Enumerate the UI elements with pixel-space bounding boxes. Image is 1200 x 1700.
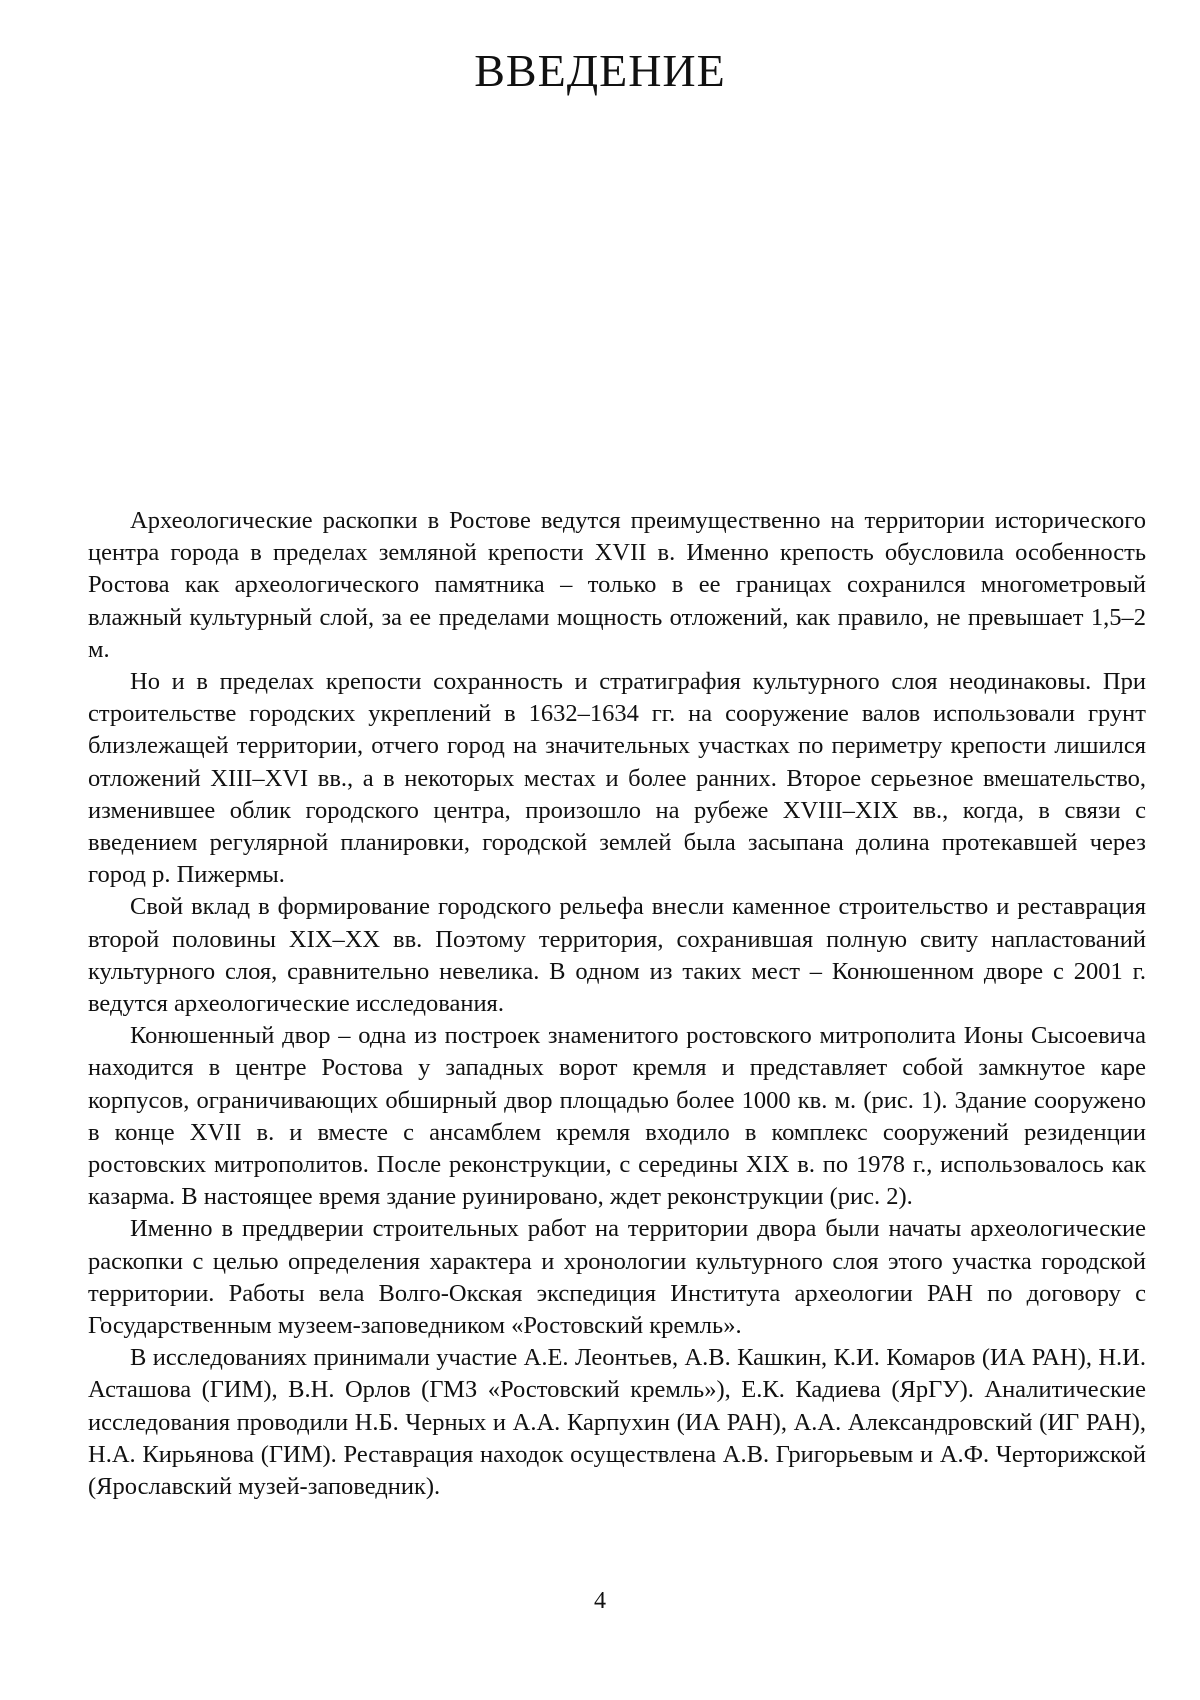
paragraph: Именно в преддверии строительных работ на территории двора были начаты археологические раскопки с целью определения характера и хронологии культурного слоя этого участка городской территории. Работы вела Волго-Окская экспедиция Института археологии РАН по договору с Государственным музеем-заповедником «Ростовский кремль». <box>88 1215 1146 1340</box>
paragraph: Археологические раскопки в Ростове ведутся преимущественно на территории исторического центра города в пределах земляной крепости XVII в. Именно крепость обусловила особенность Ростова как археологического памятника – только в ее границах сохранился многометровый влажный культурный слой, за ее пределами мощность отложений, как правило, не превышает 1,5–2 м. <box>88 507 1146 663</box>
chapter-title: ВВЕДЕНИЕ <box>474 45 726 96</box>
paragraph: Конюшенный двор – одна из построек знаменитого ростовского митрополита Ионы Сысоевича находится в центре Ростова у западных ворот кремля и представляет собой замкнутое каре корпусов, ограничивающих обширный двор площадью более 1000 кв. м. (рис. 1). Здание сооружено в конце XVII в. и вместе с ансамблем кремля входило в комплекс сооружений резиденции ростовских митрополитов. После реконструкции, с середины XIX в. по 1978 г., использовалось как казарма. В настоящее время здание руинировано, ждет реконструкции (рис. 2). <box>88 1022 1146 1211</box>
body-text <box>88 505 1146 1503</box>
paragraph: Свой вклад в формирование городского рельефа внесли каменное строительство и реставрация второй половины XIX–XX вв. Поэтому территория, сохранившая полную свиту напластований культурного слоя, сравнительно невелика. В одном из таких мест – Конюшенном дворе с 2001 г. ведутся археологические исследования. <box>88 893 1146 1018</box>
paragraph: В исследованиях принимали участие А.Е. Леонтьев, А.В. Кашкин, К.И. Комаров (ИА РАН), Н.И. Асташова (ГИМ), В.Н. Орлов (ГМЗ «Ростовский кремль»), Е.К. Кадиева (ЯрГУ). Аналитические исследования проводили Н.Б. Черных и А.А. Карпухин (ИА РАН), А.А. Александровский (ИГ РАН), Н.А. Кирьянова (ГИМ). Реставрация находок осуществлена А.В. Григорьевым и А.Ф. Черторижской (Ярославский музей-заповедник). <box>88 1344 1146 1501</box>
page-number: 4 <box>594 1588 606 1614</box>
paragraph: Но и в пределах крепости сохранность и стратиграфия культурного слоя неодинаковы. При строительстве городских укреплений в 1632–1634 гг. на сооружение валов использовали грунт близлежащей территории, отчего город на значительных участках по периметру крепости лишился отложений XIII–XVI вв., а в некоторых местах и более ранних. Второе серьезное вмешательство, изменившее облик городского центра, произошло на рубеже XVIII–XIX вв., когда, в связи с введением регулярной планировки, городской землей была засыпана долина протекавшей через город р. Пижермы. <box>88 668 1146 889</box>
